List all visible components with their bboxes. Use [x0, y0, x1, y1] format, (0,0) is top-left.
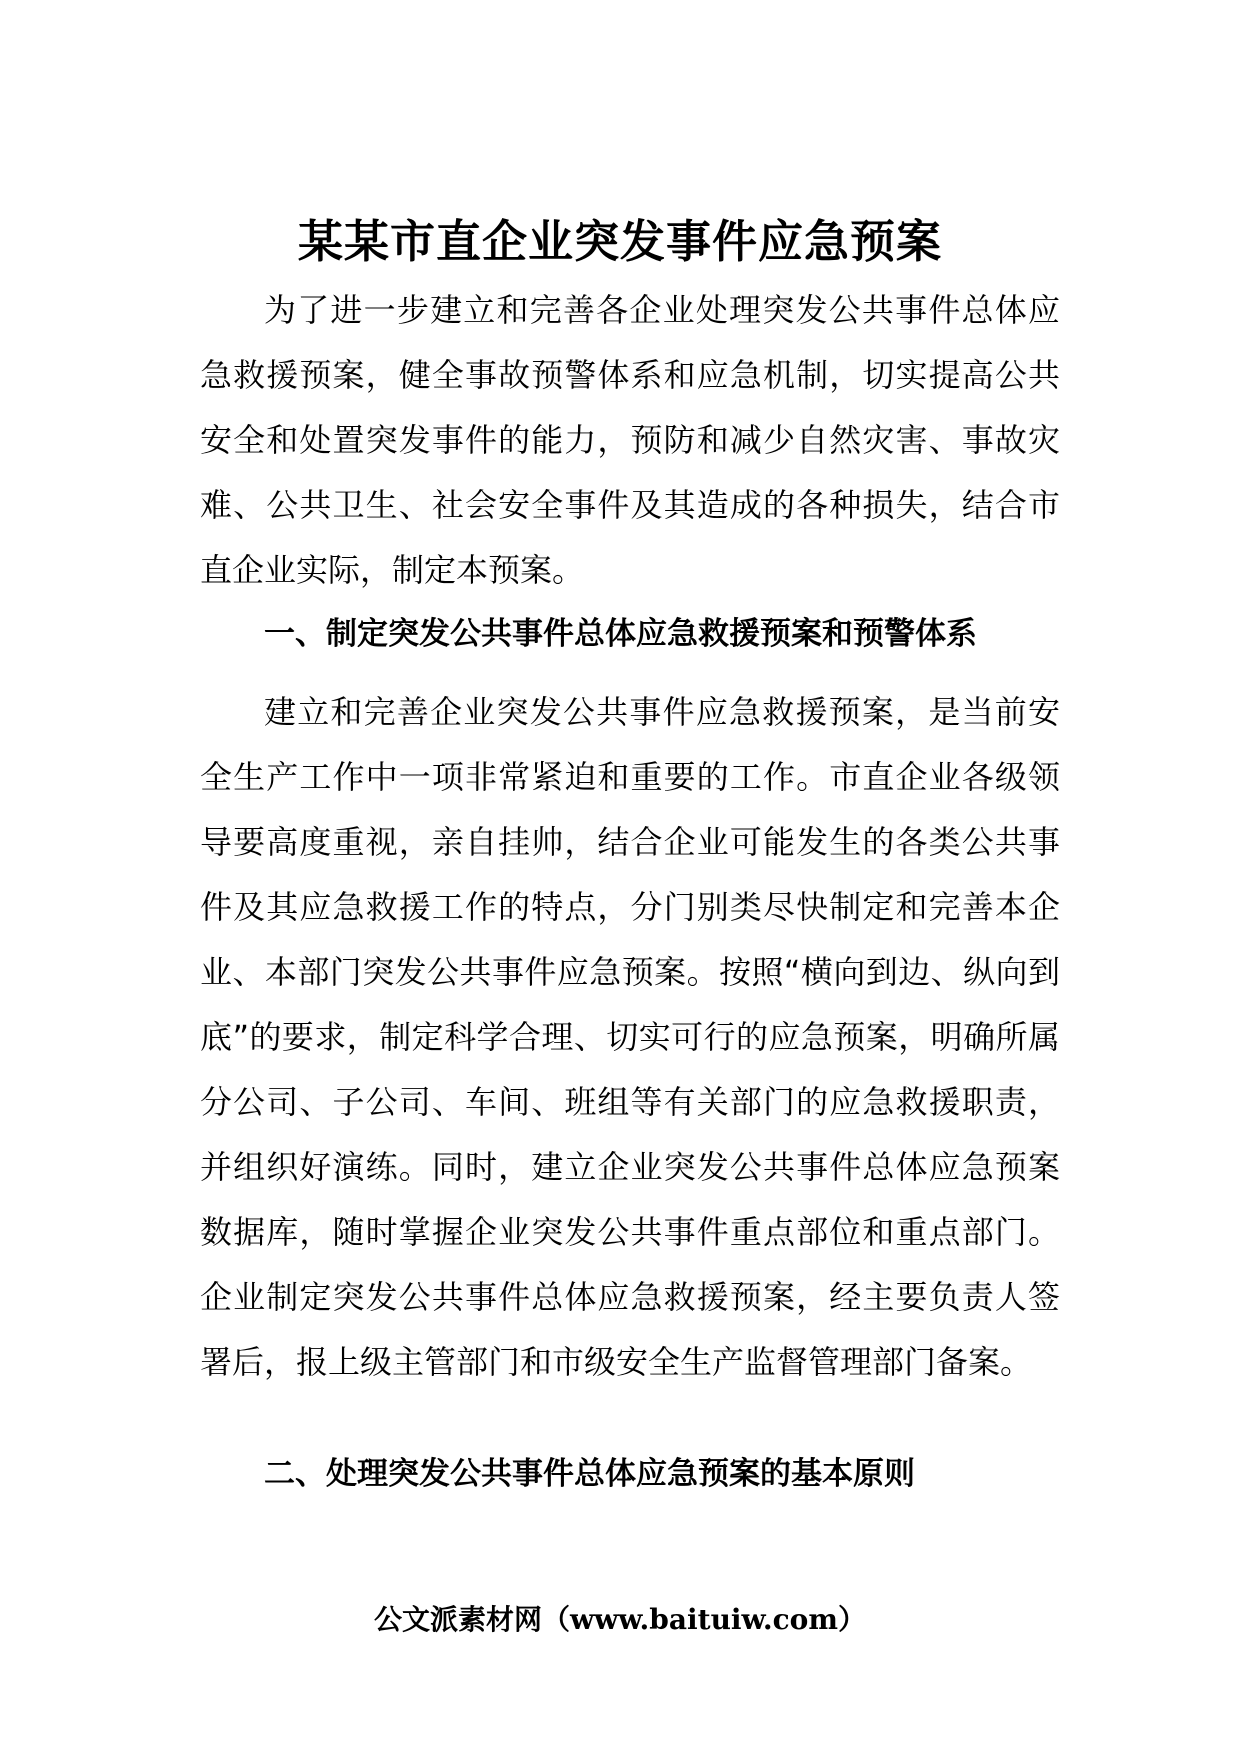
section-1-paragraph: 建立和完善企业突发公共事件应急救援预案，是当前安全生产工作中一项非常紧迫和重要的工作。市直企业各级领导要高度重视，亲自挂帅，结合企业可能发生的各类公共事件及其应急救援工作的特点，分门别类尽快制定和完善本企业、本部门突发公共事件应急预案。按照“横向到边、纵向到底”的要求，制定科学合理、切实可行的应急预案，明确所属分公司、子公司、车间、班组等有关部门的应急救援职责，并组织好演练。同时，建立企业突发公共事件总体应急预案数据库，随时掌握企业突发公共事件重点部位和重点部门。企业制定突发公共事件总体应急救援预案，经主要负责人签署后，报上级主管部门和市级安全生产监督管理部门备案。	[200, 693, 1060, 1381]
section-heading-2: 二、处理突发公共事件总体应急预案的基本原则	[264, 1456, 915, 1492]
document-title: 某某市直企业突发事件应急预案	[297, 215, 942, 268]
intro-paragraph: 为了进一步建立和完善各企业处理突发公共事件总体应急救援预案，健全事故预警体系和应急机制，切实提高公共安全和处置突发事件的能力，预防和减少自然灾害、事故灾难、公共卫生、社会安全事件及其造成的各种损失，结合市直企业实际，制定本预案。	[200, 291, 1060, 589]
section-heading-1: 一、制定突发公共事件总体应急救援预案和预警体系	[264, 616, 977, 652]
footer-source: 公文派素材网（www.baituiw.com）	[374, 1603, 866, 1636]
